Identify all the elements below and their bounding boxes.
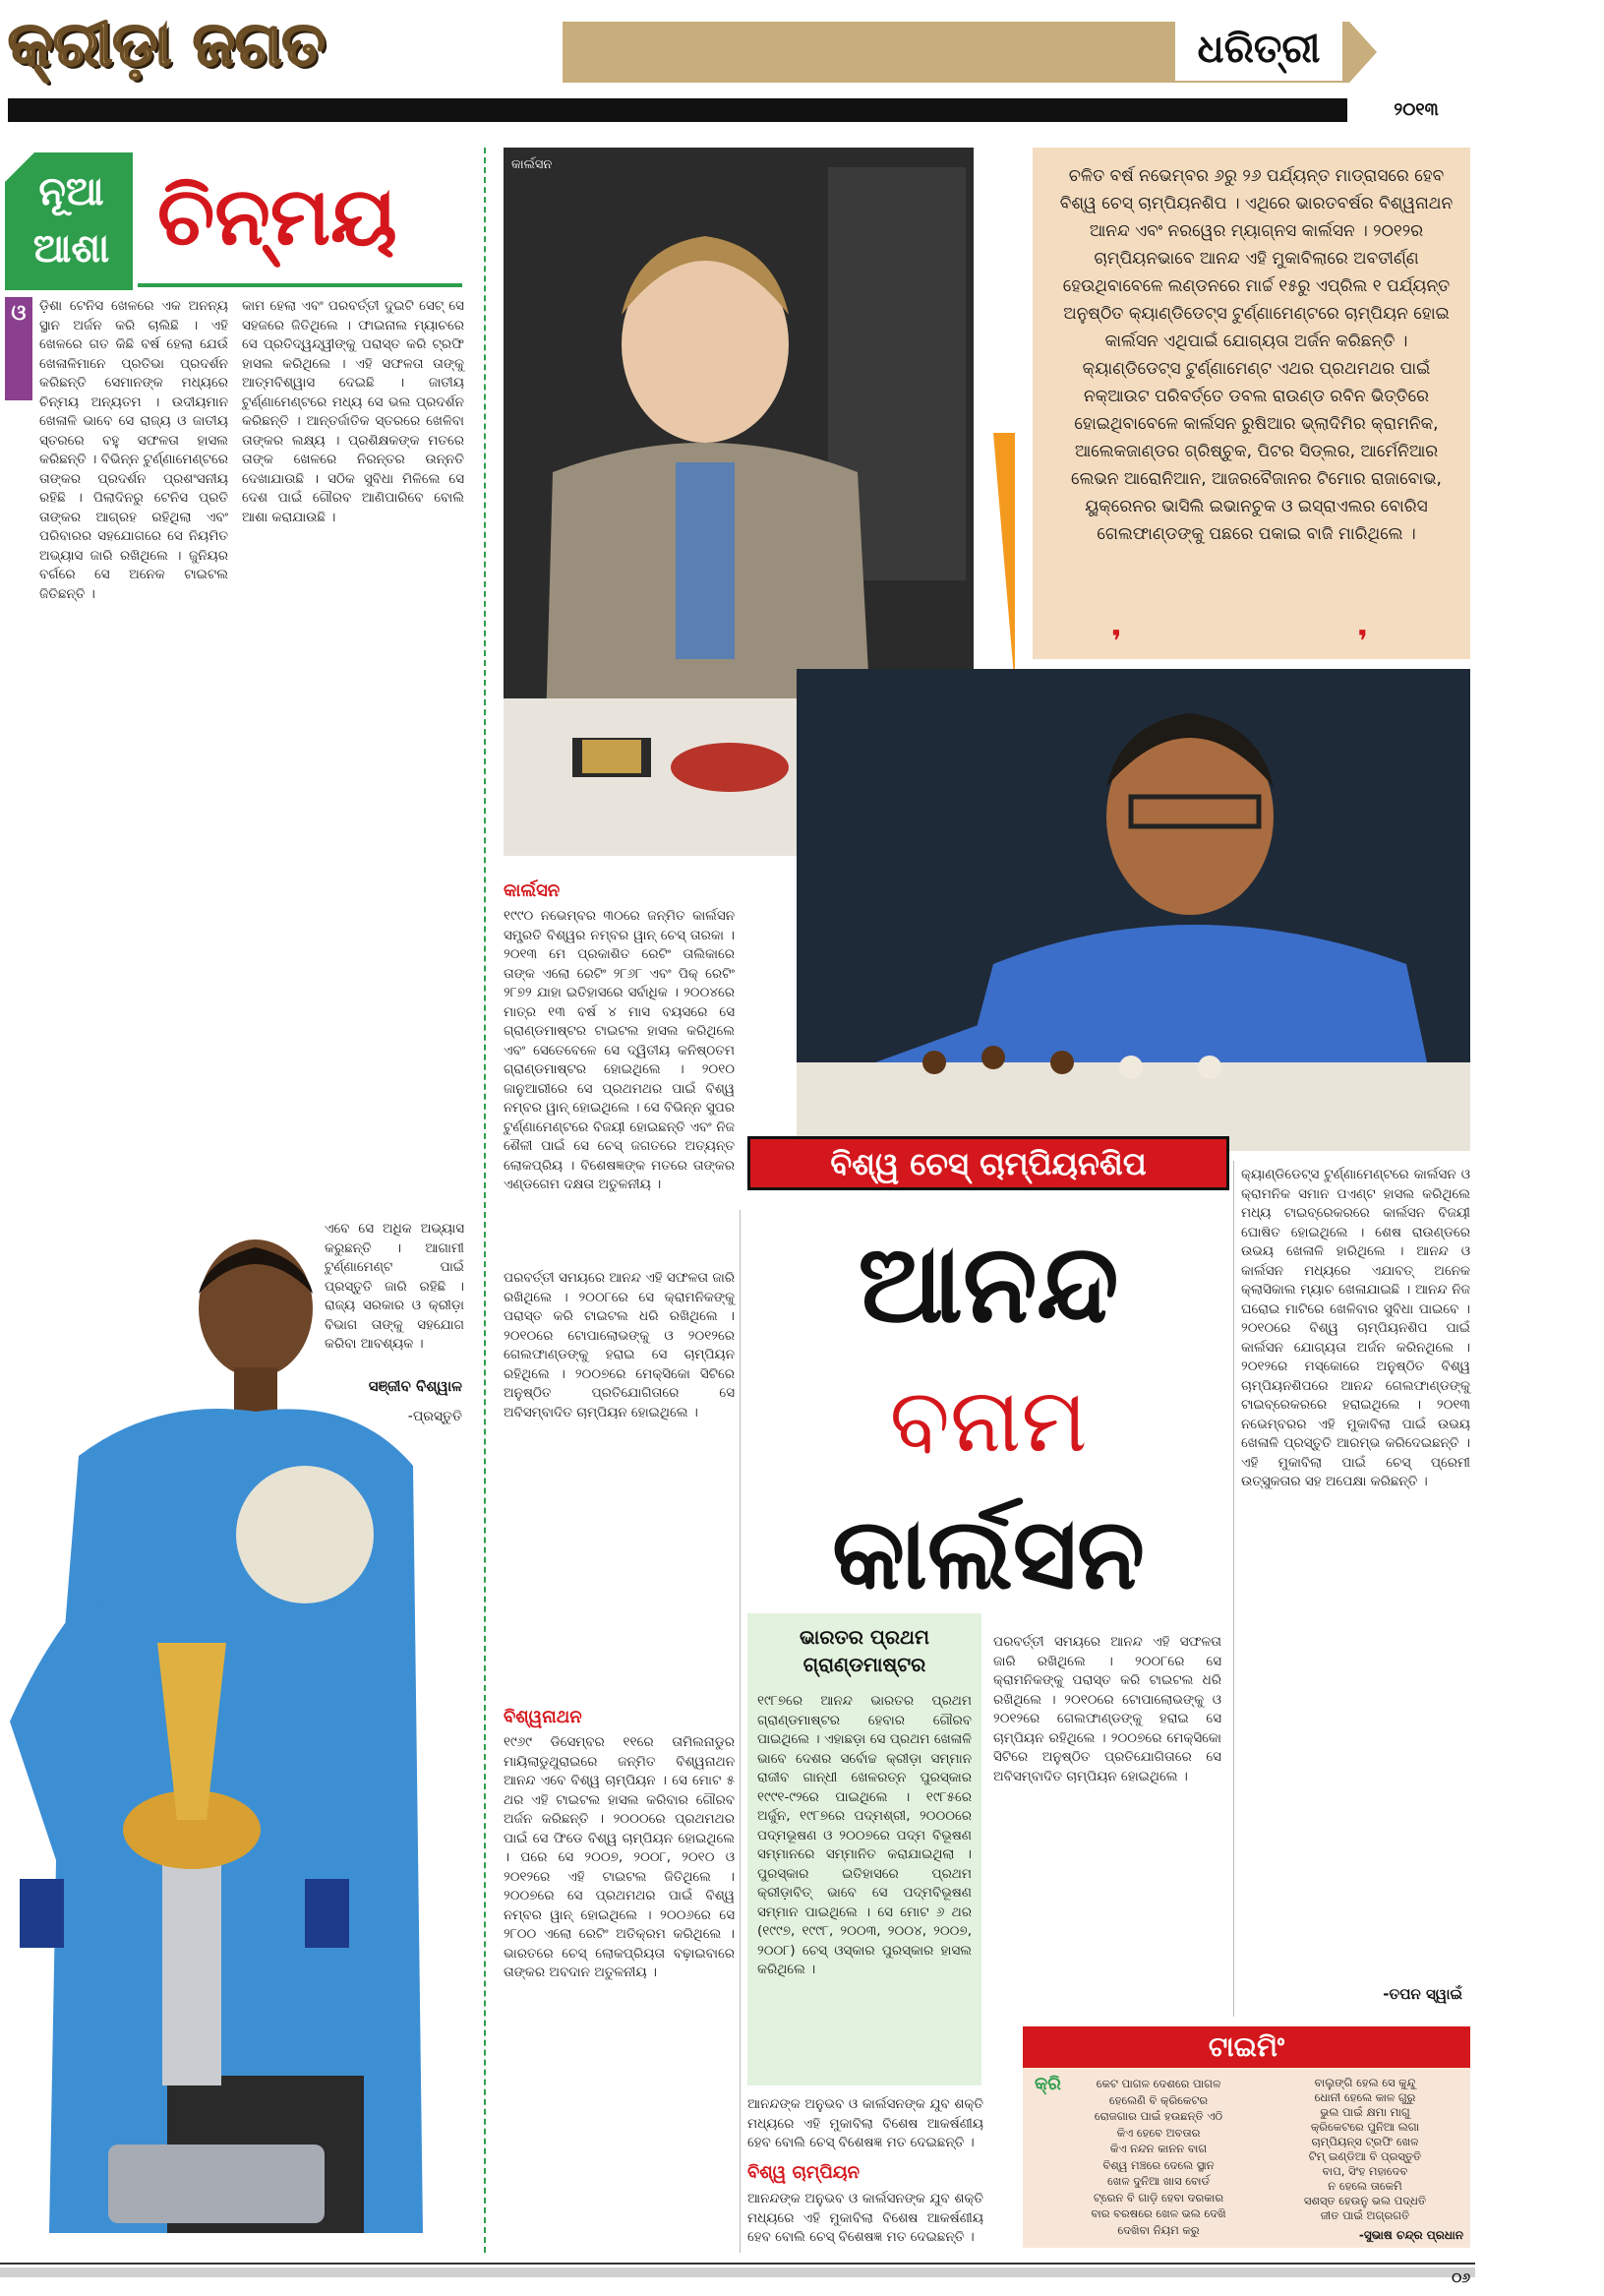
carlsen-text-cont: ପରବର୍ତ୍ତୀ ସମୟରେ ଆନନ୍ଦ ଏହି ସଫଳତା ଜାରି ରଖିଥିଲେ । ୨୦୦୮ରେ ସେ କ୍ରାମନିକଙ୍କୁ ପରାସ୍ତ କରି ଟାଇଟଲ ଧରି ରଖିଥିଲେ । ୨୦୧୦ରେ ଟୋପାଲୋଭଙ୍କୁ ଓ ୨୦୧୨ରେ ଗେଲଫାଣ୍ଡଙ୍କୁ ହରାଇ ସେ ଚାମ୍ପିୟନ ରହିଥିଲେ । ୨୦୦୭ରେ ମେକ୍ସିକୋ ସିଟିରେ ଅନୁଷ୍ଠିତ ପ୍ରତିଯୋଗିତାରେ ସେ ଅବିସମ୍ବାଦିତ ଚାମ୍ପିୟନ ହୋଇଥିଲେ । [504, 1270, 736, 1420]
headline-vs: ବନାମ [889, 1369, 1088, 1473]
world-text: ଆନନ୍ଦଙ୍କ ଅନୁଭବ ଓ କାର୍ଲସନଙ୍କ ଯୁବ ଶକ୍ତି ମଧ୍ୟରେ ଏହି ମୁକାବିଲା ବିଶେଷ ଆକର୍ଷଣୀୟ ହେବ ବୋଲି ଚେସ୍ ବିଶେଷଜ୍ଞ ମତ ଦେଇଛନ୍ତି । [747, 2191, 983, 2245]
footer-rule-dark [0, 2263, 1475, 2265]
column-rule-1 [484, 148, 486, 2253]
anand-subhead: ବିଶ୍ୱନାଥନ [504, 1707, 582, 1727]
timing-title: ଟାଇମିଂ [1208, 2030, 1285, 2063]
credit: -ପ୍ରସ୍ତୁତି [407, 1409, 462, 1424]
timing-dropcap: କ୍ରି [1035, 2074, 1061, 2094]
badge-line2: ଆଶା [32, 226, 110, 272]
world-intro-text: ଆନନ୍ଦଙ୍କ ଅନୁଭବ ଓ କାର୍ଲସନଙ୍କ ଯୁବ ଶକ୍ତି ମଧ୍ୟରେ ଏହି ମୁକାବିଲା ବିଶେଷ ଆକର୍ଷଣୀୟ ହେବ ବୋଲି ଚେସ୍ ବିଶେଷଜ୍ଞ ମତ ଦେଇଛନ୍ତି । [747, 2096, 983, 2150]
chinmay-col2-lower: ଏବେ ସେ ଅଧିକ ଅଭ୍ୟାସ କରୁଛନ୍ତି । ଆଗାମୀ ଟୁର୍ଣ୍ଣାମେଣ୍ଟ ପାଇଁ ପ୍ରସ୍ତୁତି ଜାରି ରହିଛି । ରାଜ୍ୟ ସରକାର ଓ କ୍ରୀଡ଼ା ବିଭାଗ ତାଙ୍କୁ ସହଯୋଗ କରିବା ଆବଶ୍ୟକ । [325, 1221, 464, 1352]
page-number: ୦୬ [1452, 2270, 1470, 2286]
orange-ribbon [993, 433, 1015, 689]
timing-left: କେଟ ପାଗଳ ଦେଶରେ ପାଗଳ ହେଲେଣି ବି କ୍ରିକେଟର ରୋଜଗାର ପାଇଁ ହଉଛନ୍ତି ଏଠି କିଏ ହେବେ ଅବତାର କିଏ ନନ୍ଦନ କାନନ ବାଗ ବିଶ୍ୱ ମଞ୍ଚରେ ଦେଲେ ସ୍ଥାନ ଖେଳ ଦୁନିଆ ଖାସ ବୋର୍ଡ ଟ୍ରେନ ବି ଗାଡ଼ି ହେବା ଦରକାର ବାର ବରଷରେ ଖେଳ ଭଲ ଦେଖି ଦେଖିବା ନିୟମ କରୁ [1091, 2077, 1226, 2237]
year-label: ୨୦୧୩ [1394, 99, 1439, 120]
quote-marks: ❜❜ [1111, 625, 1604, 659]
chinmay-photo [10, 1210, 428, 2243]
chinmay-col1: ଡ଼ିଶା ଟେନିସ ଖେଳରେ ଏକ ଅନନ୍ୟ ସ୍ଥାନ ଅର୍ଜନ କରି ଚାଲିଛି । ଏହି ଖେଳରେ ଗତ କିଛି ବର୍ଷ ହେଲା ଯେଉଁ ଖେଳାଳିମାନେ ପ୍ରତିଭା ପ୍ରଦର୍ଶନ କରିଛନ୍ତି ସେମାନଙ୍କ ମଧ୍ୟରେ ଚିନ୍ମୟ ଅନ୍ୟତମ । ଉଦୀୟମାନ ଖେଳାଳି ଭାବେ ସେ ରାଜ୍ୟ ଓ ଜାତୀୟ ସ୍ତରରେ ବହୁ ସଫଳତା ହାସଲ କରିଛନ୍ତି । ବିଭିନ୍ନ ଟୁର୍ଣ୍ଣାମେଣ୍ଟରେ ତାଙ୍କର ପ୍ରଦର୍ଶନ ପ୍ରଶଂସନୀୟ ରହିଛି । ପିଲାଦିନରୁ ଟେନିସ ପ୍ରତି ତାଙ୍କର ଆଗ୍ରହ ରହିଥିଲା ଏବଂ ପରିବାରର ସହଯୋଗରେ ସେ ନିୟମିତ ଅଭ୍ୟାସ ଜାରି ରଖିଥିଲେ । ଜୁନିୟର ବର୍ଗରେ ସେ ଅନେକ ଟାଇଟଲ ଜିତିଛନ୍ତି । [39, 298, 228, 602]
anand-photo-svg [797, 669, 1470, 1151]
gm-box [747, 1613, 981, 2085]
left-story [0, 148, 472, 2253]
headline-rule [138, 283, 462, 287]
gm-box-title: ଭାରତର ପ୍ରଥମ ଗ୍ରାଣ୍ଡମାଷ୍ଟର [800, 1625, 929, 1676]
chinmay-col2: କାମ ହେଲା ଏବଂ ପରବର୍ତ୍ତୀ ଦୁଇଟି ସେଟ୍ ସେ ସହଜରେ ଜିତିଥିଲେ । ଫାଇନାଲ ମ୍ୟାଚରେ ସେ ପ୍ରତିଦ୍ୱନ୍ଦ୍ୱୀଙ୍କୁ ପରାସ୍ତ କରି ଟ୍ରଫି ହାସଲ କରିଥିଲେ । ଏହି ସଫଳତା ତାଙ୍କୁ ଆତ୍ମବିଶ୍ୱାସ ଦେଇଛି । ଜାତୀୟ ଟୁର୍ଣ୍ଣାମେଣ୍ଟରେ ମଧ୍ୟ ସେ ଭଲ ପ୍ରଦର୍ଶନ କରିଛନ୍ତି । ଆନ୍ତର୍ଜାତିକ ସ୍ତରରେ ଖେଳିବା ତାଙ୍କର ଲକ୍ଷ୍ୟ । ପ୍ରଶିକ୍ଷକଙ୍କ ମତରେ ତାଙ୍କ ଖେଳରେ ନିରନ୍ତର ଉନ୍ନତି ଦେଖାଯାଉଛି । ସଠିକ ସୁବିଧା ମିଳିଲେ ସେ ଦେଶ ପାଇଁ ଗୌରବ ଆଣିପାରିବେ ବୋଲି ଆଶା କରାଯାଉଛି । [242, 298, 464, 525]
carlsen-photo-label: କାର୍ଲସନ [511, 157, 553, 172]
badge-line1: ନୂଆ [38, 169, 104, 214]
carlsen-subhead: କାର୍ଲସନ [504, 880, 561, 901]
info-box [1033, 148, 1604, 659]
right-col-text: କ୍ୟାଣ୍ଡିଡେଟ୍ସ ଟୁର୍ଣ୍ଣାମେଣ୍ଟରେ କାର୍ଲସନ ଓ କ୍ରାମନିକ ସମାନ ପଏଣ୍ଟ ହାସଲ କରିଥିଲେ ମଧ୍ୟ ଟାଇବ୍ରେକରରେ କାର୍ଲସନ ବିଜୟୀ ଘୋଷିତ ହୋଇଥିଲେ । ଶେଷ ରାଉଣ୍ଡରେ ଉଭୟ ଖେଳାଳି ହାରିଥିଲେ । ଆନନ୍ଦ ଓ କାର୍ଲସନ ମଧ୍ୟରେ ଏଯାବତ୍ ଅନେକ କ୍ଲାସିକାଲ ମ୍ୟାଚ ଖେଳାଯାଇଛି । ଆନନ୍ଦ ନିଜ ଘରୋଇ ମାଟିରେ ଖେଳିବାର ସୁବିଧା ପାଇବେ । ୨୦୧୦ରେ ବିଶ୍ୱ ଚାମ୍ପିୟନଶିପ ପାଇଁ କାର୍ଲସନ ଯୋଗ୍ୟତା ଅର୍ଜନ କରିନଥିଲେ । ୨୦୧୨ରେ ମସ୍କୋରେ ଅନୁଷ୍ଠିତ ବିଶ୍ୱ ଚାମ୍ପିୟନଶିପରେ ଆନନ୍ଦ ଗେଲଫାଣ୍ଡଙ୍କୁ ଟାଇବ୍ରେକରରେ ହରାଇଥିଲେ । ୨୦୧୩ ନଭେମ୍ବରର ଏହି ମୁକାବିଲା ପାଇଁ ଉଭୟ ଖେଳାଳି ପ୍ରସ୍ତୁତି ଆରମ୍ଭ କରିଦେଇଛନ୍ତି । ଏହି ମୁକାବିଲା ପାଇଁ ଚେସ୍ ପ୍ରେମୀ ଉତ୍ସୁକତାର ସହ ଅପେକ୍ଷା କରିଛନ୍ତି । [1241, 1167, 1470, 1489]
brand-bar-arrow [1349, 22, 1377, 83]
right-byline: -ତପନ ସ୍ୱାଇଁ [1383, 1985, 1462, 2003]
anand-text: ୧୯୬୯ ଡିସେମ୍ବର ୧୧ରେ ତାମିଲନାଡୁର ମାୟିଲାଡୁଥୁରାଇରେ ଜନ୍ମିତ ବିଶ୍ୱନାଥନ ଆନନ୍ଦ ଏବେ ବିଶ୍ୱ ଚାମ୍ପିୟନ । ସେ ମୋଟ ୫ ଥର ଏହି ଟାଇଟଲ ହାସଲ କରିବାର ଗୌରବ ଅର୍ଜନ କରିଛନ୍ତି । ୨୦୦୦ରେ ପ୍ରଥମଥର ପାଇଁ ସେ ଫିଡେ ବିଶ୍ୱ ଚାମ୍ପିୟନ ହୋଇଥିଲେ । ପରେ ସେ ୨୦୦୭, ୨୦୦୮, ୨୦୧୦ ଓ ୨୦୧୨ରେ ଏହି ଟାଇଟଲ ଜିତିଥିଲେ । ୨୦୦୭ରେ ସେ ପ୍ରଥମଥର ପାଇଁ ବିଶ୍ୱ ନମ୍ବର ୱାନ୍ ହୋଇଥିଲେ । ୨୦୦୬ରେ ସେ ୨୮୦୦ ଏଲୋ ରେଟିଂ ଅତିକ୍ରମ କରିଥିଲେ । ଭାରତରେ ଚେସ୍ ଲୋକପ୍ରିୟତା ବଢ଼ାଇବାରେ ତାଙ୍କର ଅବଦାନ ଅତୁଳନୀୟ । [504, 1734, 735, 1980]
mid-col-text: ପରବର୍ତ୍ତୀ ସମୟରେ ଆନନ୍ଦ ଏହି ସଫଳତା ଜାରି ରଖିଥିଲେ । ୨୦୦୮ରେ ସେ କ୍ରାମନିକଙ୍କୁ ପରାସ୍ତ କରି ଟାଇଟଲ ଧରି ରଖିଥିଲେ । ୨୦୧୦ରେ ଟୋପାଲୋଭଙ୍କୁ ଓ ୨୦୧୨ରେ ଗେଲଫାଣ୍ଡଙ୍କୁ ହରାଇ ସେ ଚାମ୍ପିୟନ ରହିଥିଲେ । ୨୦୦୭ରେ ମେକ୍ସିକୋ ସିଟିରେ ଅନୁଷ୍ଠିତ ପ୍ରତିଯୋଗିତାରେ ସେ ଅବିସମ୍ବାଦିତ ଚାମ୍ପିୟନ ହୋଇଥିଲେ । [993, 1634, 1221, 1784]
masthead-title: କ୍ରୀଡ଼ା ଜଗତ [8, 8, 326, 80]
world-subhead: ବିଶ୍ୱ ଚାମ୍ପିୟନ [747, 2162, 861, 2183]
carlsen-text: ୧୯୯୦ ନଭେମ୍ବର ୩୦ରେ ଜନ୍ମିତ କାର୍ଲସନ ସମ୍ପ୍ରତି ବିଶ୍ୱର ନମ୍ବର ୱାନ୍ ଚେସ୍ ତାରକା । ୨୦୧୩ ମେ ପ୍ରକାଶିତ ରେଟିଂ ତାଲିକାରେ ତାଙ୍କ ଏଲୋ ରେଟିଂ ୨୮୬୮ ଏବଂ ପିକ୍ ରେଟିଂ ୨୮୭୨ ଯାହା ଇତିହାସରେ ସର୍ବାଧିକ । ୨୦୦୪ରେ ମାତ୍ର ୧୩ ବର୍ଷ ୪ ମାସ ବୟସରେ ସେ ଗ୍ରାଣ୍ଡମାଷ୍ଟର ଟାଇଟଲ ହାସଲ କରିଥିଲେ ଏବଂ ସେତେବେଳେ ସେ ଦ୍ୱିତୀୟ କନିଷ୍ଠତମ ଗ୍ରାଣ୍ଡମାଷ୍ଟର ହୋଇଥିଲେ । ୨୦୧୦ ଜାନୁଆରୀରେ ସେ ପ୍ରଥମଥର ପାଇଁ ବିଶ୍ୱ ନମ୍ବର ୱାନ୍ ହୋଇଥିଲେ । ସେ ବିଭିନ୍ନ ସୁପର ଟୁର୍ଣ୍ଣାମେଣ୍ଟରେ ବିଜୟୀ ହୋଇଛନ୍ତି ଏବଂ ନିଜ ଶୈଳୀ ପାଇଁ ସେ ଚେସ୍ ଜଗତରେ ଅତ୍ୟନ୍ତ ଲୋକପ୍ରିୟ । ବିଶେଷଜ୍ଞଙ୍କ ମତରେ ତାଙ୍କର ଏଣ୍ଡଗେମ ଦକ୍ଷତା ଅତୁଳନୀୟ । [504, 908, 735, 1192]
headline-anand: ଆନନ୍ଦ [858, 1221, 1119, 1347]
timing-right: ବାଲୁଙ୍ଗି ହେଲ ସେ କୁନ୍ଦୁ ଧୋନୀ ହେଲେ କାଳ ଗୁରୁ ଭୁଲ ପାଇଁ କ୍ଷମା ମାଗୁ କ୍ରିକେଟରେ ପୁନିଆ ଲଗା ଚାମ୍ପିୟନ୍ସ ଟ୍ରଫି ଖେଳ ଟିମ୍ ଇଣ୍ଡିଆ ବି ପ୍ରସ୍ତୁତି ବାପ, ସିଂହ ମହାଦେବ ନ ହେଲେ ତାକେମି ସଶସ୍ତ ହେଉନୁ ଭଲ ପଦ୍ଧତି ଜୀତ ପାଇଁ ଅଗ୍ରଗତି [1303, 2076, 1427, 2222]
footer-rule [0, 2267, 1475, 2277]
headline-chinmay: ଚିନ୍ମୟ [157, 169, 397, 264]
headline-carlsen: କାର୍ଲସନ [832, 1496, 1145, 1611]
column-rule-3 [1233, 1161, 1234, 2017]
anand-photo [797, 669, 1470, 1151]
gm-box-text: ୧୯୮୭ରେ ଆନନ୍ଦ ଭାରତର ପ୍ରଥମ ଗ୍ରାଣ୍ଡମାଷ୍ଟର ହେବାର ଗୌରବ ପାଇଥିଲେ । ଏହାଛଡ଼ା ସେ ପ୍ରଥମ ଖେଳାଳି ଭାବେ ଦେଶର ସର୍ବୋଚ୍ଚ କ୍ରୀଡ଼ା ସମ୍ମାନ ରାଜୀବ ଗାନ୍ଧୀ ଖେଳରତ୍ନ ପୁରସ୍କାର ୧୯୯୧-୯୨ରେ ପାଇଥିଲେ । ୧୯୮୫ରେ ଅର୍ଜୁନ, ୧୯୮୭ରେ ପଦ୍ମଶ୍ରୀ, ୨୦୦୦ରେ ପଦ୍ମଭୂଷଣ ଓ ୨୦୦୭ରେ ପଦ୍ମ ବିଭୂଷଣ ସମ୍ମାନରେ ସମ୍ମାନିତ କରାଯାଇଥିଲା । ପୁରସ୍କାର ଇତିହାସରେ ପ୍ରଥମ କ୍ରୀଡ଼ାବିତ୍ ଭାବେ ସେ ପଦ୍ମବିଭୂଷଣ ସମ୍ମାନ ପାଇଥିଲେ । ସେ ମୋଟ ୬ ଥର (୧୯୯୭, ୧୯୯୮, ୨୦୦୩, ୨୦୦୪, ୨୦୦୭, ୨୦୦୮) ଚେସ୍ ଓସ୍କାର ପୁରସ୍କାର ହାସଲ କରିଥିଲେ । [757, 1693, 972, 1977]
brand-name: ଧରିତ୍ରୀ [1197, 26, 1321, 72]
timing-box [1023, 2026, 1470, 2248]
dropcap: ଓ [11, 301, 27, 326]
column-rule-2 [740, 1210, 741, 2253]
masthead-rule [8, 98, 1347, 122]
byline: ସଞ୍ଜୀବ ବିଶ୍ୱାଳ [368, 1377, 462, 1395]
info-box-text: ଚଳିତ ବର୍ଷ ନଭେମ୍ବର ୬ରୁ ୨୬ ପର୍ଯ୍ୟନ୍ତ ମାଡ୍ରାସରେ ହେବ ବିଶ୍ୱ ଚେସ୍ ଚାମ୍ପିୟନଶିପ । ଏଥିରେ ଭାରତବର୍ଷର ବିଶ୍ୱନାଥନ ଆନନ୍ଦ ଏବଂ ନରୱେର ମ୍ୟାଗ୍ନସ କାର୍ଲସନ । ୨୦୧୨ର ଚାମ୍ପିୟନଭାବେ ଆନନ୍ଦ ଏହି ମୁକାବିଲାରେ ଅବତୀର୍ଣ୍ଣ ହେଉଥିବାବେଳେ ଲଣ୍ଡନରେ ମାର୍ଚ୍ଚ ୧୫ରୁ ଏପ୍ରିଲ ୧ ପର୍ଯ୍ୟନ୍ତ ଅନୁଷ୍ଠିତ କ୍ୟାଣ୍ଡିଡେଟ୍ସ ଟୁର୍ଣ୍ଣାମେଣ୍ଟରେ ଚାମ୍ପିୟନ ହୋଇ କାର୍ଲସନ ଏଥିପାଇଁ ଯୋଗ୍ୟତା ଅର୍ଜନ କରିଛନ୍ତି । କ୍ୟାଣ୍ଡିଡେଟ୍ସ ଟୁର୍ଣ୍ଣାମେଣ୍ଟ ଏଥର ପ୍ରଥମଥର ପାଇଁ ନକ୍ଆଉଟ ପରିବର୍ତ୍ତେ ଡବଲ ରାଉଣ୍ଡ ରବିନ ଭିତ୍ତିରେ ହୋଇଥିବାବେଳେ କାର୍ଲସନ ରୁଷିଆର ଭ୍ଲାଦିମିର କ୍ରାମନିକ, ଆଲେକଜାଣ୍ଡର ଗ୍ରିଷ୍ଚୁକ, ପିଟର ସିଡ୍ଲର, ଆର୍ମେନିଆର ଲେଭନ ଆରୋନିଆନ, ଆଜରବୈଜାନର ଟିମୋର ରାଜାବୋଭ, ୟୁକ୍ରେନର ଭାସିଲି ଇଭାନଚୁକ ଓ ଇସ୍ରାଏଲର ବୋରିସ ଗେଲଫାଣ୍ଡଙ୍କୁ ପଛରେ ପକାଇ ବାଜି ମାରିଥିଲେ । [1059, 166, 1454, 544]
timing-byline: -ସୁଭାଷ ଚନ୍ଦ୍ର ପ୍ରଧାନ [1358, 2228, 1463, 2242]
kicker: ବିଶ୍ୱ ଚେସ୍ ଚାମ୍ପିୟନଶିପ [830, 1145, 1147, 1182]
masthead [0, 0, 1475, 128]
chinmay-photo-svg [10, 1210, 428, 2243]
